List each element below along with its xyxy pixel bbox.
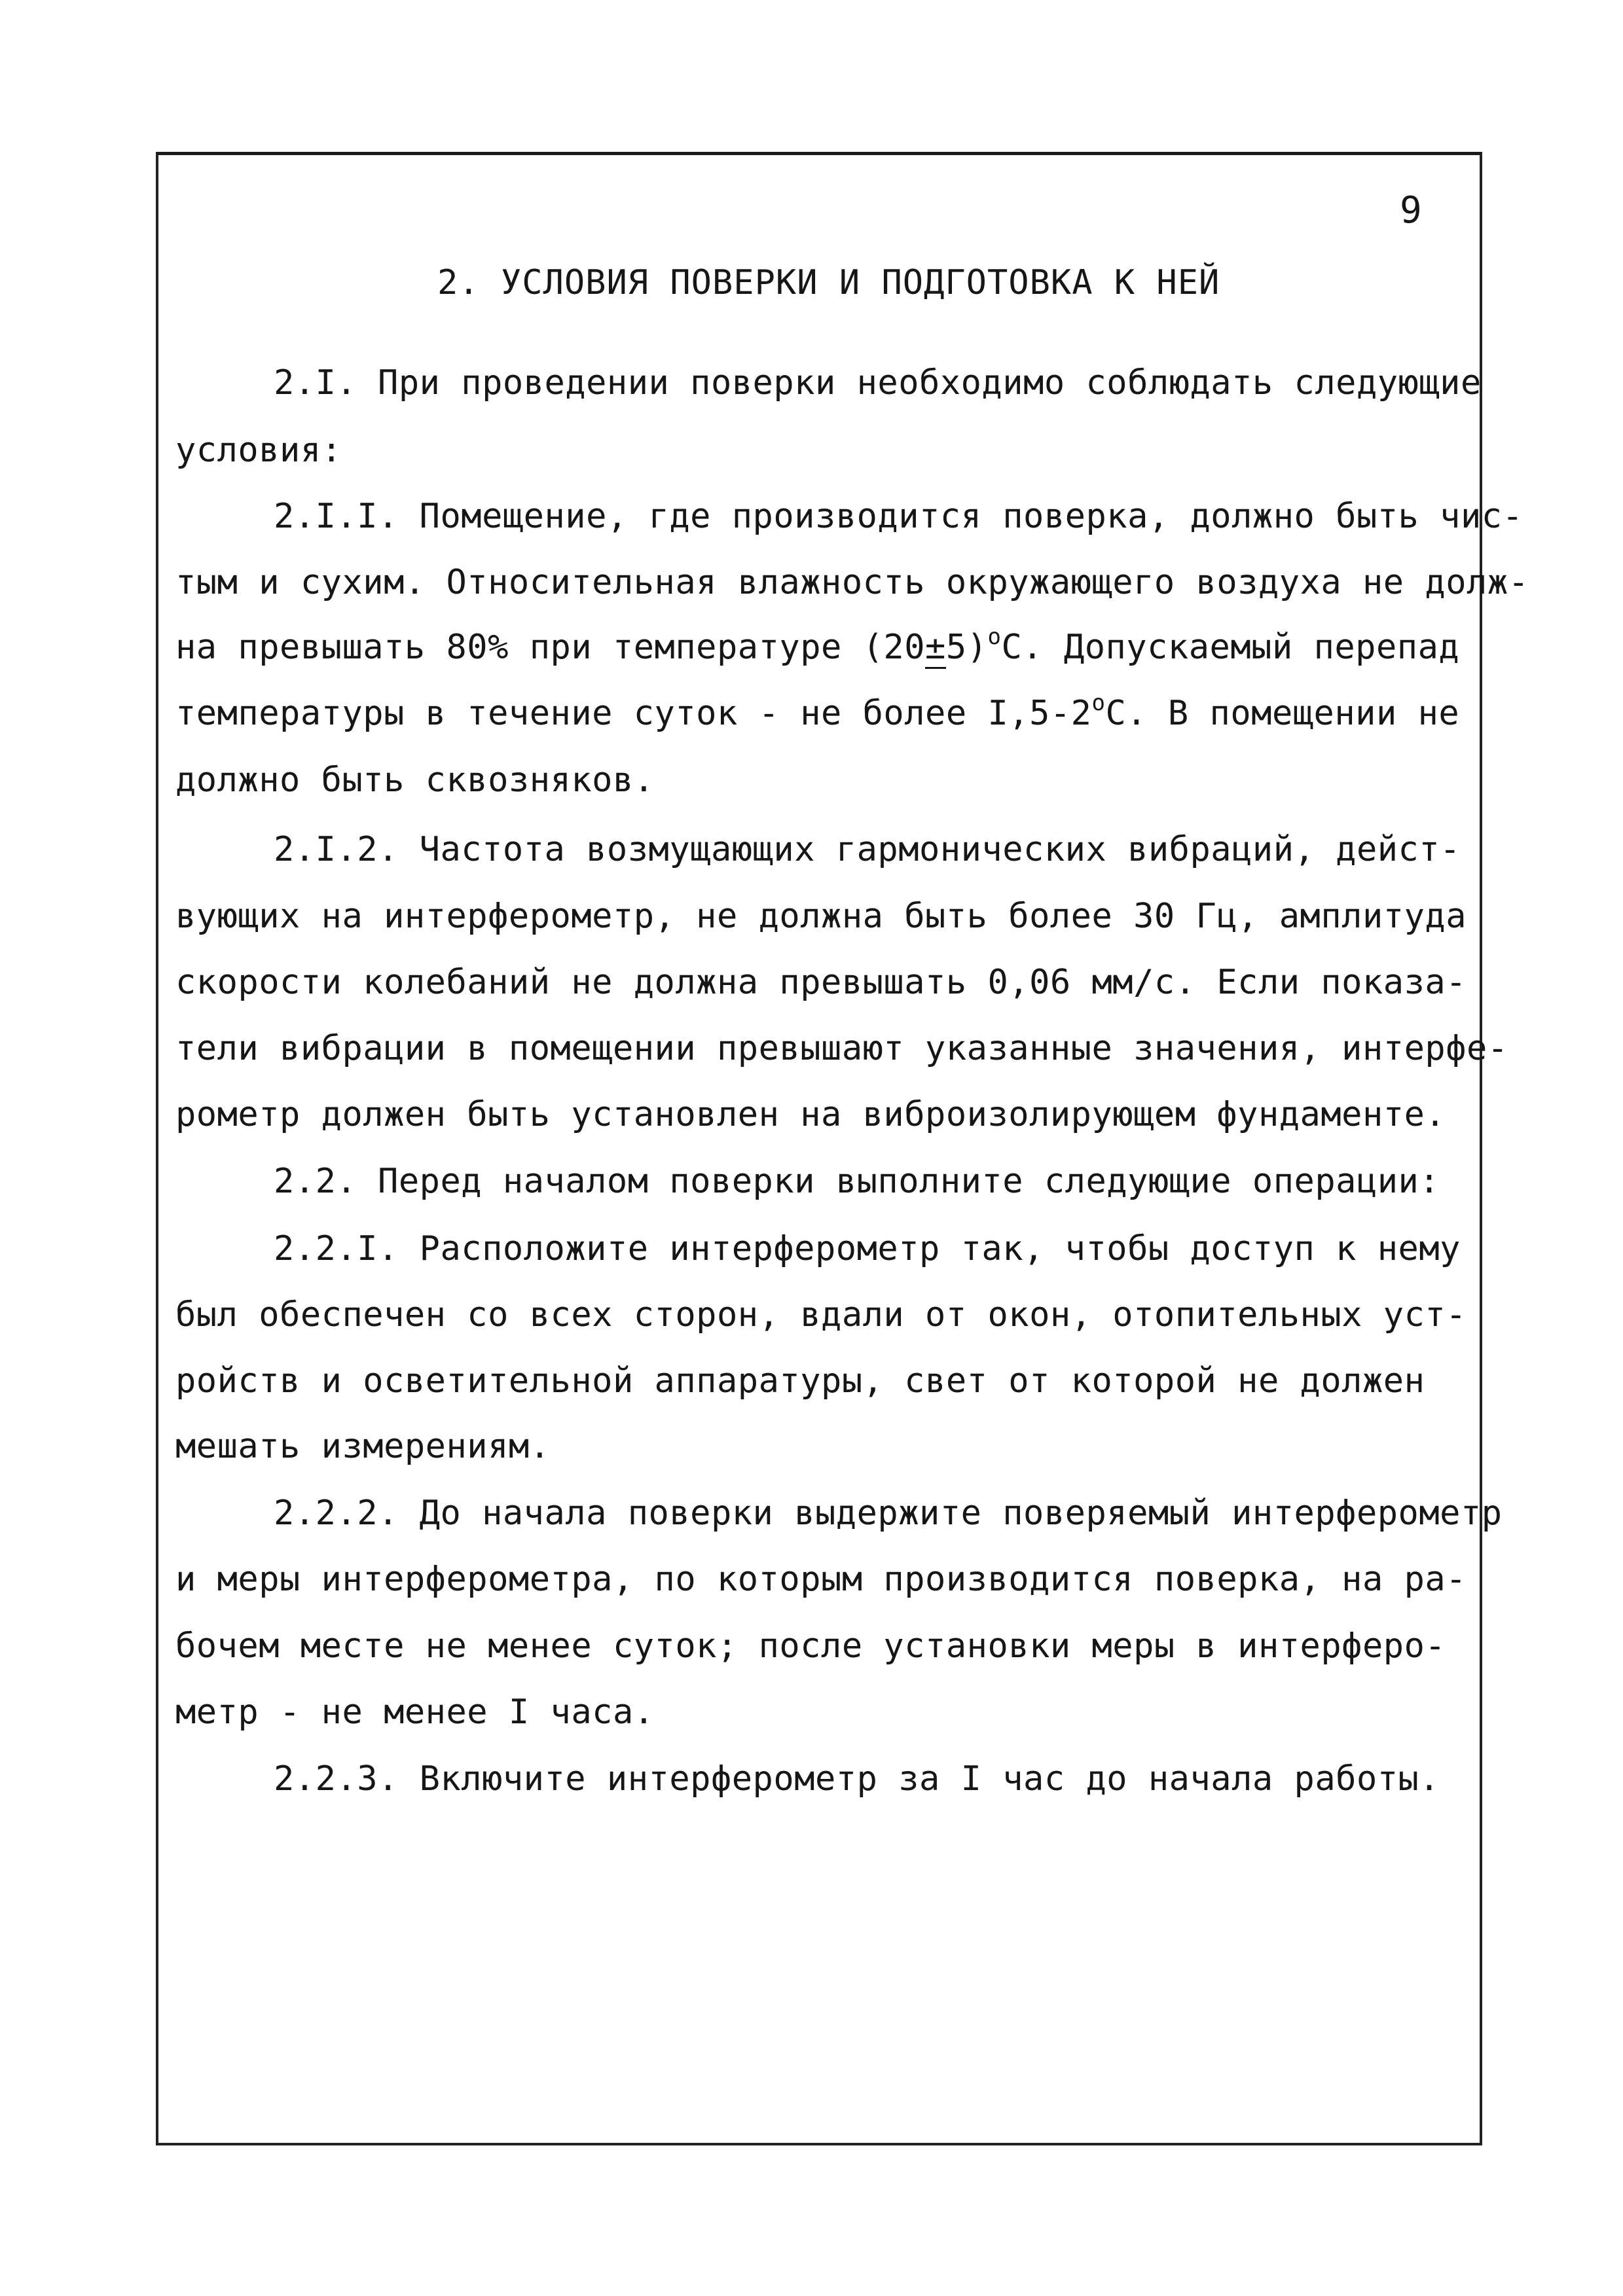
text-segment: С. Допускаемый перепад <box>1001 628 1460 667</box>
paragraph-2-1-2-line-1: 2.I.2. Частота возмущающих гармонических вибраций, дейст- <box>274 830 1461 869</box>
section-heading: 2. УСЛОВИЯ ПОВЕРКИ И ПОДГОТОВКА К НЕЙ <box>437 263 1220 302</box>
paragraph-2-1-1-line-1: 2.I.I. Помещение, где производится поверка, должно быть чис- <box>274 497 1523 536</box>
text-segment: на превышать 80% при температуре (20 <box>175 628 926 667</box>
paragraph-2-2-1-line-2: был обеспечен со всех сторон, вдали от окон, отопительных уст- <box>175 1295 1467 1335</box>
paragraph-2-2-2-line-3: бочем месте не менее суток; после установки меры в интерферо- <box>175 1626 1446 1666</box>
text-segment: С. В помещении не <box>1105 694 1460 733</box>
degree-sign: о <box>1091 690 1106 716</box>
paragraph-2-2-1-line-4: мешать измерениям. <box>175 1427 551 1466</box>
paragraph-2-2-2-line-1: 2.2.2. До начала поверки выдержите поверяемый интерферометр <box>274 1494 1503 1533</box>
paragraph-2-2-3-line-1: 2.2.3. Включите интерферометр за I час до начала работы. <box>274 1759 1440 1799</box>
text-segment: температуры в течение суток - не более I,5-2 <box>175 694 1092 733</box>
plus-minus-sign: ± <box>925 628 946 669</box>
paragraph-2-1-2-line-4: тели вибрации в помещении превышают указанные значения, интерфе- <box>175 1029 1508 1068</box>
paragraph-2-1-2-line-2: вующих на интерферометр, не должна быть более 30 Гц, амплитуда <box>175 897 1467 936</box>
paragraph-2-1-line-1: 2.I. При проведении поверки необходимо соблюдать следующие <box>274 363 1482 403</box>
page-frame <box>156 152 1482 2145</box>
paragraph-2-1-1-line-5: должно быть сквозняков. <box>175 761 655 800</box>
paragraph-2-2-1-line-1: 2.2.I. Расположите интерферометр так, чтобы доступ к нему <box>274 1229 1461 1268</box>
paragraph-2-2-1-line-3: ройств и осветительной аппаратуры, свет от которой не должен <box>175 1361 1425 1401</box>
paragraph-2-1-2-line-3: скорости колебаний не должна превышать 0,06 мм/с. Если показа- <box>175 963 1467 1002</box>
paragraph-2-2-2-line-2: и меры интерферометра, по которым производится поверка, на ра- <box>175 1560 1467 1599</box>
paragraph-2-1-1-line-4 <box>175 692 1459 734</box>
paragraph-2-1-line-2: условия: <box>175 431 342 470</box>
page-number: 9 <box>1400 189 1422 232</box>
degree-sign: о <box>987 624 1002 650</box>
paragraph-2-1-2-line-5: рометр должен быть установлен на виброизолирующем фундаменте. <box>175 1095 1446 1134</box>
paragraph-2-2-2-line-4: метр - не менее I часа. <box>175 1693 655 1732</box>
paragraph-2-2-line-1: 2.2. Перед началом поверки выполните следующие операции: <box>274 1162 1440 1201</box>
text-segment: 5) <box>945 628 988 667</box>
paragraph-2-1-1-line-3 <box>175 626 1459 668</box>
paragraph-2-1-1-line-2: тым и сухим. Относительная влажность окружающего воздуха не долж- <box>175 563 1529 602</box>
